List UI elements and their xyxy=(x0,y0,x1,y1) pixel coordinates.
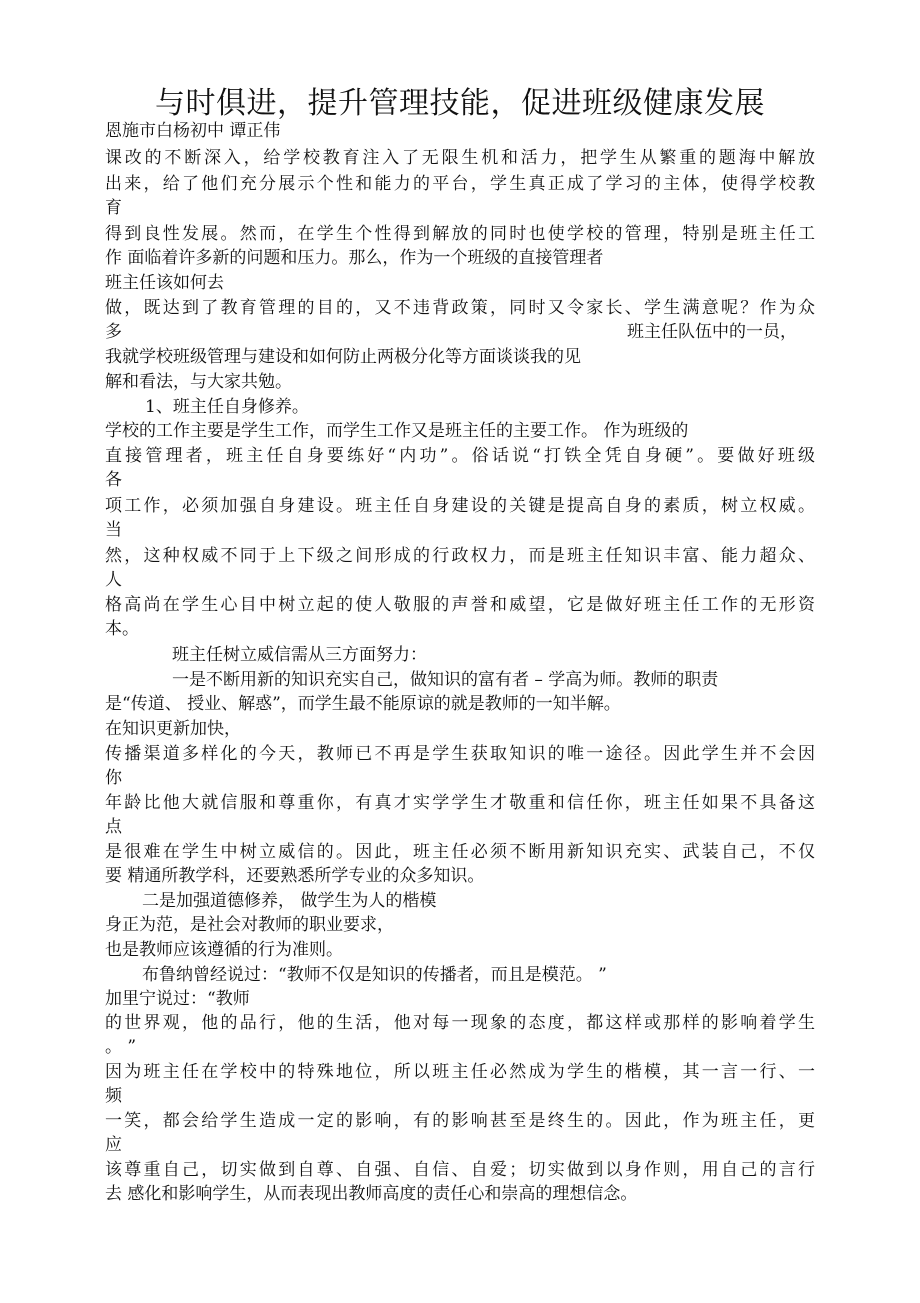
paragraph-line: 学校的工作主要是学生工作，而学生工作又是班主任的主要工作。 作为班级的 xyxy=(105,421,689,441)
paragraph-line: 。 ” xyxy=(105,1037,137,1057)
paragraph-line: 项工作，必须加强自身建设。班主任自身建设的关键是提高自身的素质，树立权威。 xyxy=(105,496,815,516)
paragraph-line: 加里宁说过：“教师 xyxy=(105,989,250,1009)
paragraph-line: 人 xyxy=(105,570,122,590)
paragraph-line: 的世界观，他的品行，他的生活，他对每一现象的态度，都这样或那样的影响着学生 xyxy=(105,1013,815,1033)
paragraph-line: 班主任该如何去 xyxy=(105,273,224,293)
paragraph-line: 去 感化和影响学生，从而表现出教师高度的责任心和崇高的理想信念。 xyxy=(105,1184,638,1204)
paragraph-line: 年龄比他大就信服和尊重你，有真才实学学生才敬重和信任你，班主任如果不具备这 xyxy=(105,793,815,813)
paragraph-line: 要 精通所教学科，还要熟悉所学专业的众多知识。 xyxy=(105,866,485,886)
paragraph-line: 点 xyxy=(105,817,122,837)
paragraph-line: 课改的不断深入，给学校教育注入了无限生机和活力，把学生从繁重的题海中解放 xyxy=(105,148,815,168)
paragraph-line: 是“传道、 授业、解惑”，而学生最不能原谅的就是教师的一知半解。 xyxy=(105,694,621,714)
paragraph-line: 一笑，都会给学生造成一定的影响，有的影响甚至是终生的。因此，作为班主任，更 xyxy=(105,1111,815,1131)
paragraph-line: 在知识更新加快， xyxy=(105,719,241,739)
paragraph-line: 我就学校班级管理与建设和如何防止两极分化等方面谈谈我的见 xyxy=(105,347,581,367)
paragraph-line: 身正为范，是社会对教师的职业要求， xyxy=(105,915,394,935)
paragraph-line: 直接管理者，班主任自身要练好“内功”。俗话说“打铁全凭自身硬”。要做好班级 xyxy=(105,446,815,466)
paragraph-line: 各 xyxy=(105,470,122,490)
paragraph-line: 一是不断用新的知识充实自己，做知识的富有者 – 学高为师。教师的职责 xyxy=(172,670,719,690)
paragraph-line: 也是教师应该遵循的行为准则。 xyxy=(105,940,343,960)
paragraph-line: 本。 xyxy=(105,619,139,639)
paragraph-line: 多 xyxy=(105,322,122,342)
paragraph-line: 出来，给了他们充分展示个性和能力的平台，学生真正成了学习的主体，使得学校教 xyxy=(105,174,815,194)
paragraph-line: 解和看法，与大家共勉。 xyxy=(105,372,292,392)
paragraph-line: 传播渠道多样化的今天，教师已不再是学生获取知识的唯一途径。因此学生并不会因 xyxy=(105,744,815,764)
paragraph-line: 班主任树立威信需从三方面努力： xyxy=(172,645,427,665)
paragraph-line: 频 xyxy=(105,1086,122,1106)
paragraph-line: 你 xyxy=(105,768,122,788)
paragraph-line: 应 xyxy=(105,1135,122,1155)
paragraph-line: 该尊重自己，切实做到自尊、自强、自信、自爱；切实做到以身作则，用自己的言行 xyxy=(105,1160,815,1180)
document-title: 与时俱进，提升管理技能，促进班级健康发展 xyxy=(155,86,765,121)
section-heading: 1、班主任自身修养。 xyxy=(145,397,309,417)
paragraph-line: 是很难在学生中树立威信的。因此，班主任必须不断用新知识充实、武装自己，不仅 xyxy=(105,842,815,862)
paragraph-line: 格高尚在学生心目中树立起的使人敬服的声誉和威望，它是做好班主任工作的无形资 xyxy=(105,595,815,615)
paragraph-line: 得到良性发展。然而，在学生个性得到解放的同时也使学校的管理，特别是班主任工 xyxy=(105,224,815,244)
paragraph-line: 育 xyxy=(105,198,122,218)
author-line: 恩施市白杨初中 谭正伟 xyxy=(105,121,281,141)
paragraph-line: 作 面临着许多新的问题和压力。那么，作为一个班级的直接管理者 xyxy=(105,248,604,268)
paragraph-line-fragment: 班主任队伍中的一员， xyxy=(627,322,797,342)
paragraph-line: 然，这种权威不同于上下级之间形成的行政权力，而是班主任知识丰富、能力超众、 xyxy=(105,546,815,566)
paragraph-line: 做，既达到了教育管理的目的，又不违背政策，同时又令家长、学生满意呢？作为众 xyxy=(105,298,815,318)
paragraph-line: 二是加强道德修养， 做学生为人的楷模 xyxy=(142,891,437,911)
paragraph-line: 因为班主任在学校中的特殊地位，所以班主任必然成为学生的楷模，其一言一行、一 xyxy=(105,1062,815,1082)
paragraph-line: 布鲁纳曾经说过：“教师不仅是知识的传播者，而且是模范。 ” xyxy=(142,965,607,985)
paragraph-line: 当 xyxy=(105,520,122,540)
